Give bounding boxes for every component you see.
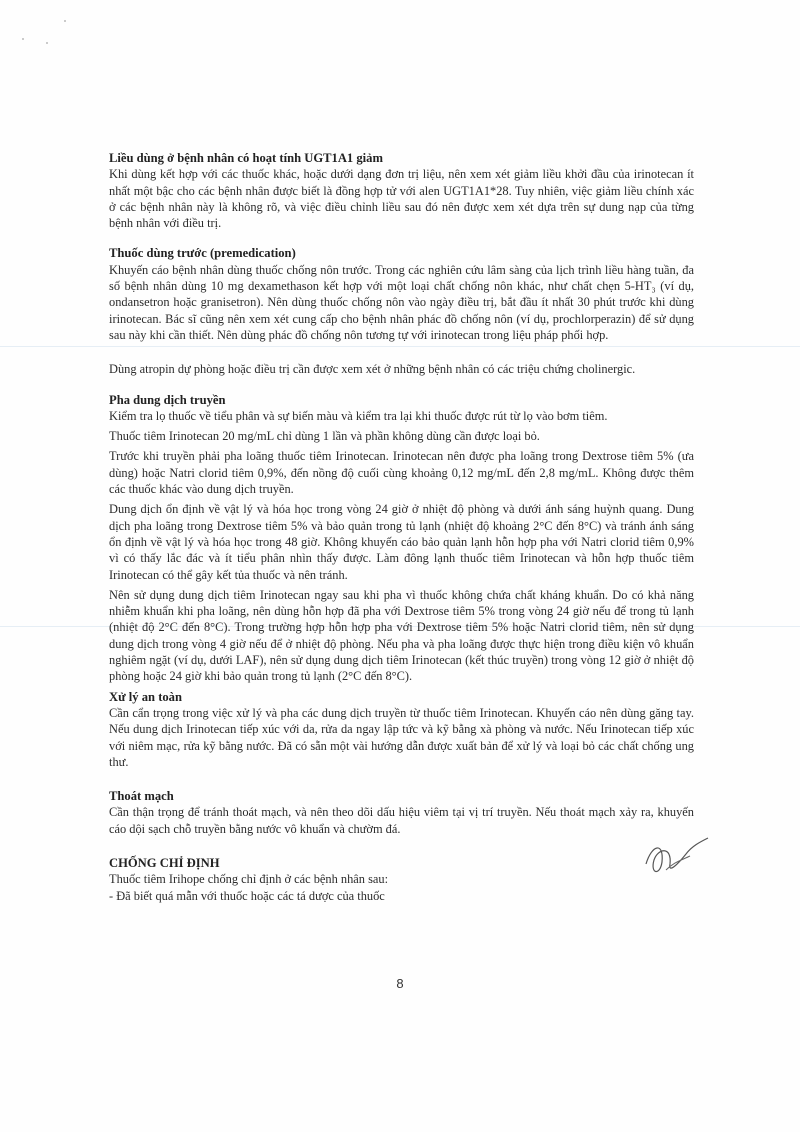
section-heading: Xử lý an toàn: [109, 689, 182, 704]
section-infusion-preparation: [109, 392, 694, 685]
paragraph: Thuốc tiêm Irihope chống chỉ định ở các bệnh nhân sau:: [109, 872, 389, 887]
handwritten-signature: [642, 834, 712, 884]
scan-speck: [64, 20, 66, 22]
paragraph: Trước khi truyền phải pha loãng thuốc tiêm Irinotecan. Irinotecan nên được pha loãng trong Dextrose tiêm 5% (ưa dùng) hoặc Natri clorid tiêm 0,9%, đến nồng độ cuối cùng khoảng 0,12 mg/mL đến 2,8 mg/mL. Không được thêm các thuốc khác vào dung dịch truyền.: [109, 449, 694, 497]
section-heading: Thoát mạch: [109, 789, 174, 804]
document-body: [109, 150, 694, 904]
paragraph: Khi dùng kết hợp với các thuốc khác, hoặc dưới dạng đơn trị liệu, nên xem xét giảm liều khởi đầu của irinotecan ít nhất một bậc cho các bệnh nhân được biết là đồng hợp tử với alen UGT1A1*28. Tuy nhiên, việc giảm liều chính xác ở các bệnh nhân này là không rõ, và việc điều chỉnh liều sau đó nên được xem xét dựa trên sự dung nạp của từng bệnh nhân với điều trị.: [109, 167, 694, 231]
paragraph: Cần thận trọng để tránh thoát mạch, và nên theo dõi dấu hiệu viêm tại vị trí truyền. Nếu thoát mạch xảy ra, khuyến cáo dội sạch chỗ truyền bằng nước vô khuẩn và chườm đá.: [109, 805, 694, 836]
page-number: 8: [396, 976, 404, 991]
paragraph: Cần cẩn trọng trong việc xử lý và pha các dung dịch truyền từ thuốc tiêm Irinotecan. Khuyến cáo nên dùng găng tay. Nếu dung dịch Irinotecan tiếp xúc với da, rửa da ngay lập tức và kỹ bằng xà phòng và nước. Nếu Irinotecan tiếp xúc với niêm mạc, rửa kỹ bằng nước. Đã có sẵn một vài hướng dẫn được xuất bản để xử lý và loại bỏ các chất chống ung thư.: [109, 705, 694, 769]
paragraph: Nên sử dụng dung dịch tiêm Irinotecan ngay sau khi pha vì thuốc không chứa chất kháng khuẩn. Do có khả năng nhiễm khuẩn khi pha loãng, nên dùng hỗn hợp đã pha với Dextrose tiêm 5% trong vòng 24 giờ nếu để trong tủ lạnh (nhiệt độ 2°C đến 8°C). Trong trường hợp hỗn hợp pha với Dextrose tiêm 5% hoặc Natri clorid tiêm, nên sử dụng dung dịch trong vòng 4 giờ nếu để ở nhiệt độ phòng. Nếu pha và pha loãng được thực hiện trong điều kiện vô khuẩn nghiêm ngặt (ví dụ, dưới LAF), nên sử dụng dung dịch tiêm Irinotecan (kết thúc truyền) trong vòng 12 giờ ở nhiệt độ phòng hoặc 24 giờ khi bảo quản trong tủ lạnh (2°C đến 8°C).: [109, 587, 694, 684]
section-heading: Pha dung dịch truyền: [109, 392, 226, 407]
scan-speck: [22, 38, 24, 40]
section-extravasation: [109, 788, 694, 837]
section-heading: CHỐNG CHỈ ĐỊNH: [109, 855, 220, 870]
scan-speck: [46, 42, 48, 44]
section-ugt1a1-dosing: [109, 150, 694, 231]
section-contraindications: [109, 855, 694, 904]
paragraph: Dung dịch ổn định về vật lý và hóa học trong vòng 24 giờ ở nhiệt độ phòng và dưới ánh sáng huỳnh quang. Dung dịch pha loãng trong Dextrose tiêm 5% và bảo quản trong tủ lạnh (nhiệt độ khoảng 2°C đến 8°C) và tránh ánh sáng ổn định về vật lý và hóa học trong 48 giờ. Không khuyến cáo bảo quản lạnh hỗn hợp pha với Natri clorid tiêm 0,9% vì có thấy lắc đác và ít tiểu phân nhìn thấy được. Làm đông lạnh thuốc tiêm Irinotecan và hỗn hợp thuốc tiêm Irinotecan có thể gây kết tủa thuốc và nên tránh.: [109, 502, 694, 582]
section-safe-handling: [109, 689, 694, 770]
section-heading: Thuốc dùng trước (premedication): [109, 246, 296, 261]
section-heading: Liều dùng ở bệnh nhân có hoạt tính UGT1A1 giảm: [109, 151, 383, 165]
section-premedication: [109, 245, 694, 377]
paragraph: Dùng atropin dự phòng hoặc điều trị cần được xem xét ở những bệnh nhân có các triệu chứng cholinergic.: [109, 362, 636, 377]
paragraph: Thuốc tiêm Irinotecan 20 mg/mL chỉ dùng 1 lần và phần không dùng cần được loại bỏ.: [109, 429, 540, 444]
paragraph: Kiểm tra lọ thuốc về tiểu phân và sự biến màu và kiểm tra lại khi thuốc được rút từ lọ vào bơm tiêm.: [109, 408, 608, 423]
list-item: - Đã biết quá mẫn với thuốc hoặc các tá dược của thuốc: [109, 888, 385, 903]
paragraph: Khuyến cáo bệnh nhân dùng thuốc chống nôn trước. Trong các nghiên cứu lâm sàng của lịch trình liều hàng tuần, đa số bệnh nhân dùng 10 mg dexamethason kết hợp với một loại chất chống nôn khác, như chất chẹn 5-HT₃ (ví dụ, ondansetron hoặc granisetron). Nên dùng thuốc chống nôn vào ngày điều trị, bắt đầu ít nhất 30 phút trước khi dùng irinotecan. Bác sĩ cũng nên xem xét cung cấp cho bệnh nhân phác đồ chống nôn (ví dụ, prochlorperazin) để sử dụng sau này khi cần thiết. Nên dùng phác đồ chống nôn tương tự với irinotecan trong liệu pháp phối hợp.: [109, 262, 694, 342]
